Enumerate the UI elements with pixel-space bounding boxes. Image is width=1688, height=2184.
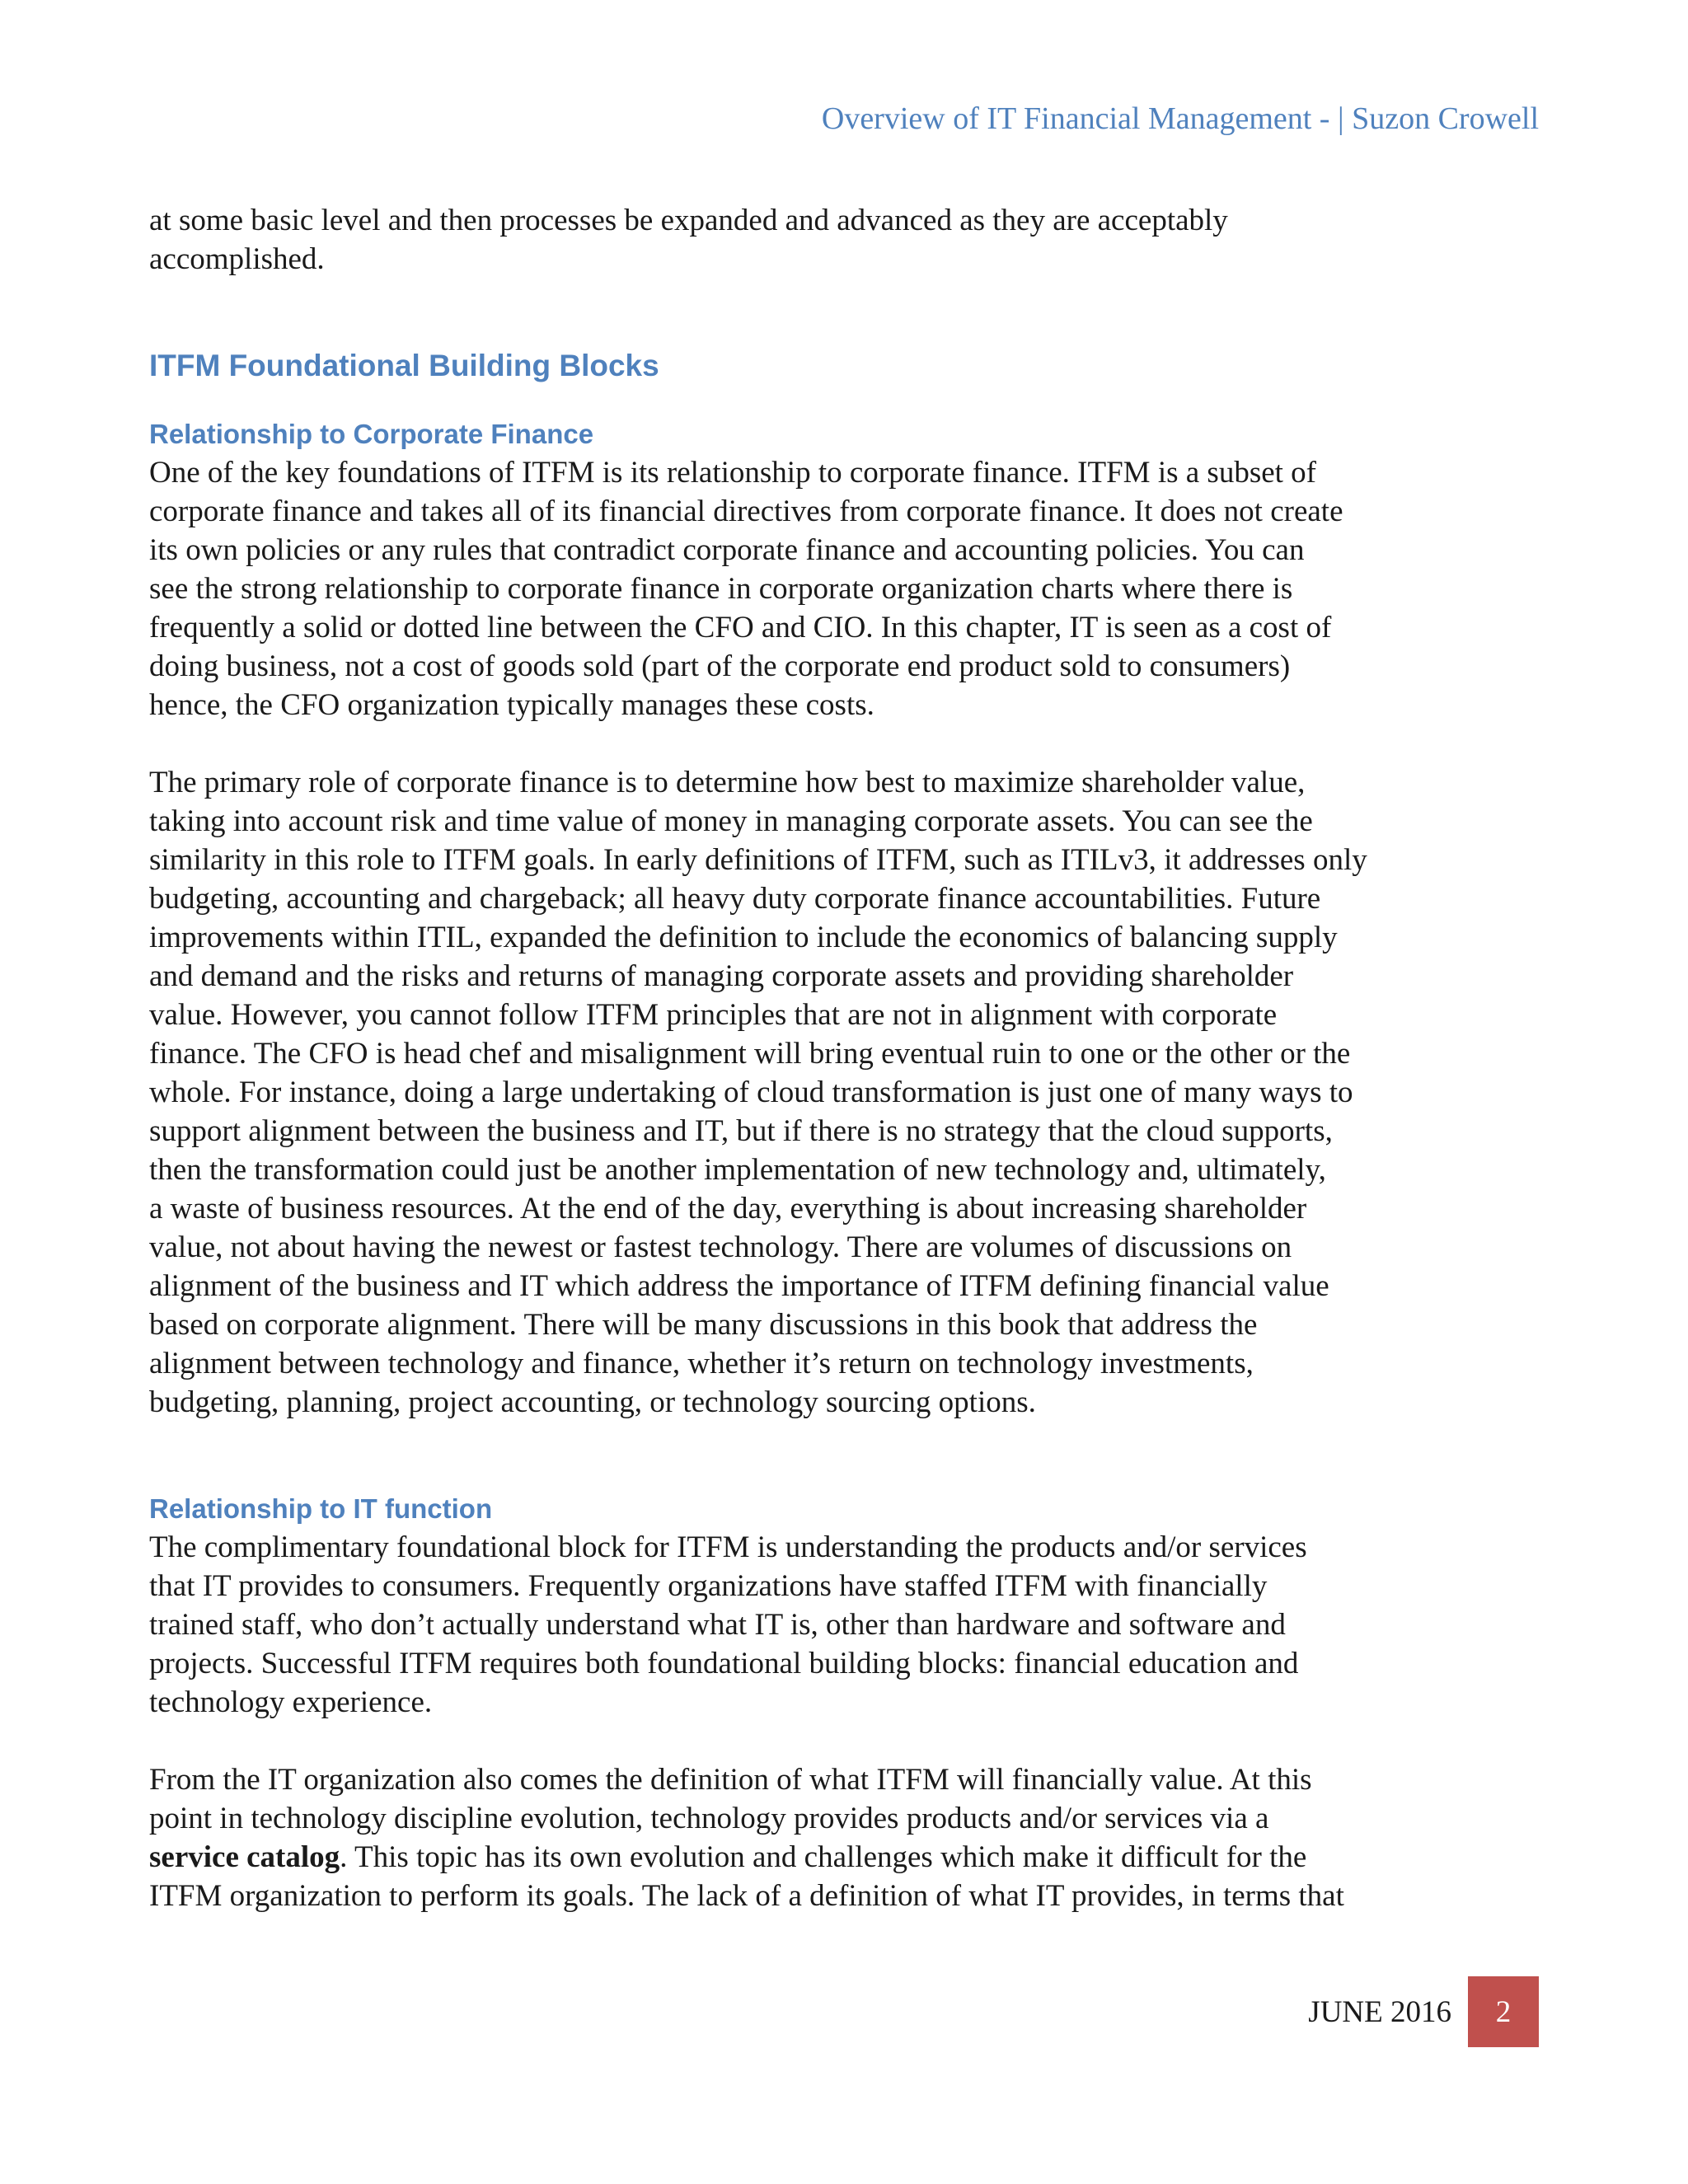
paragraph-line: finance. The CFO is head chef and misalignment will bring eventual ruin to one or the other or the bbox=[149, 1037, 1351, 1071]
page-footer bbox=[1308, 1976, 1539, 2047]
corporate-finance-paragraph-2 bbox=[149, 763, 1550, 1422]
paragraph-line: From the IT organization also comes the definition of what ITFM will financially value. At this bbox=[149, 1763, 1312, 1797]
paragraph-line: similarity in this role to ITFM goals. In early definitions of ITFM, such as ITILv3, it addresses only bbox=[149, 843, 1367, 877]
paragraph-line-rest: . This topic has its own evolution and challenges which make it difficult for the bbox=[340, 1840, 1307, 1874]
it-function-paragraph-1 bbox=[149, 1528, 1550, 1722]
paragraph-line: a waste of business resources. At the end of the day, everything is about increasing shareholder bbox=[149, 1192, 1307, 1226]
paragraph-line: The complimentary foundational block for ITFM is understanding the products and/or services bbox=[149, 1530, 1307, 1564]
paragraph-line: whole. For instance, doing a large undertaking of cloud transformation is just one of many ways to bbox=[149, 1076, 1353, 1109]
paragraph-line: its own policies or any rules that contradict corporate finance and accounting policies. You can bbox=[149, 533, 1305, 567]
paragraph-line: trained staff, who don’t actually understand what IT is, other than hardware and software and bbox=[149, 1608, 1286, 1642]
paragraph-line: budgeting, planning, project accounting, or technology sourcing options. bbox=[149, 1385, 1036, 1419]
footer-date: JUNE 2016 bbox=[1308, 1994, 1451, 2029]
it-function-heading: Relationship to IT function bbox=[149, 1493, 493, 1524]
section-title: ITFM Foundational Building Blocks bbox=[149, 349, 659, 382]
intro-line-2: accomplished. bbox=[149, 242, 325, 276]
paragraph-line: budgeting, accounting and chargeback; all heavy duty corporate finance accountabilities. Future bbox=[149, 882, 1321, 916]
paragraph-line: see the strong relationship to corporate finance in corporate organization charts where there is bbox=[149, 572, 1293, 606]
paragraph-line: that IT provides to consumers. Frequently organizations have staffed ITFM with financially bbox=[149, 1569, 1268, 1603]
paragraph-line: value. However, you cannot follow ITFM principles that are not in alignment with corporate bbox=[149, 998, 1278, 1032]
paragraph-line: alignment of the business and IT which address the importance of ITFM defining financial value bbox=[149, 1269, 1329, 1303]
paragraph-line: taking into account risk and time value of money in managing corporate assets. You can see the bbox=[149, 804, 1313, 838]
paragraph-line: ITFM organization to perform its goals. The lack of a definition of what IT provides, in terms that bbox=[149, 1879, 1344, 1913]
paragraph-line: hence, the CFO organization typically manages these costs. bbox=[149, 688, 874, 722]
paragraph-line: frequently a solid or dotted line between the CFO and CIO. In this chapter, IT is seen as a cost of bbox=[149, 611, 1332, 644]
paragraph-line: One of the key foundations of ITFM is its relationship to corporate finance. ITFM is a subset of bbox=[149, 456, 1316, 490]
paragraph-line: improvements within ITIL, expanded the definition to include the economics of balancing supply bbox=[149, 921, 1338, 954]
paragraph-line bbox=[149, 1838, 1550, 1877]
paragraph-line: The primary role of corporate finance is to determine how best to maximize shareholder value, bbox=[149, 766, 1306, 799]
service-catalog-term: service catalog bbox=[149, 1840, 340, 1874]
page-number-badge bbox=[1468, 1976, 1539, 2047]
corporate-finance-paragraph-1 bbox=[149, 453, 1550, 724]
corporate-finance-heading: Relationship to Corporate Finance bbox=[149, 419, 594, 449]
paragraph-line: projects. Successful ITFM requires both foundational building blocks: financial education and bbox=[149, 1647, 1299, 1680]
paragraph-line: and demand and the risks and returns of managing corporate assets and providing shareholder bbox=[149, 959, 1294, 993]
page-header: Overview of IT Financial Management - | Suzon Crowell bbox=[821, 101, 1539, 136]
paragraph-line: corporate finance and takes all of its financial directives from corporate finance. It does not create bbox=[149, 494, 1343, 528]
paragraph-line: based on corporate alignment. There will be many discussions in this book that address the bbox=[149, 1308, 1258, 1342]
paragraph-line: doing business, not a cost of goods sold (part of the corporate end product sold to consumers) bbox=[149, 649, 1291, 683]
document-body bbox=[149, 201, 1550, 1915]
paragraph-line: value, not about having the newest or fastest technology. There are volumes of discussions on bbox=[149, 1230, 1292, 1264]
paragraph-line: support alignment between the business and IT, but if there is no strategy that the cloud supports, bbox=[149, 1114, 1333, 1148]
page-number: 2 bbox=[1495, 1994, 1512, 2029]
intro-line-1: at some basic level and then processes be expanded and advanced as they are acceptably bbox=[149, 204, 1228, 237]
paragraph-line: then the transformation could just be another implementation of new technology and, ultimately, bbox=[149, 1153, 1326, 1187]
paragraph-line: point in technology discipline evolution, technology provides products and/or services via a bbox=[149, 1802, 1269, 1835]
paragraph-line: technology experience. bbox=[149, 1685, 433, 1719]
paragraph-line: alignment between technology and finance, whether it’s return on technology investments, bbox=[149, 1347, 1254, 1380]
it-function-paragraph-2 bbox=[149, 1760, 1550, 1915]
